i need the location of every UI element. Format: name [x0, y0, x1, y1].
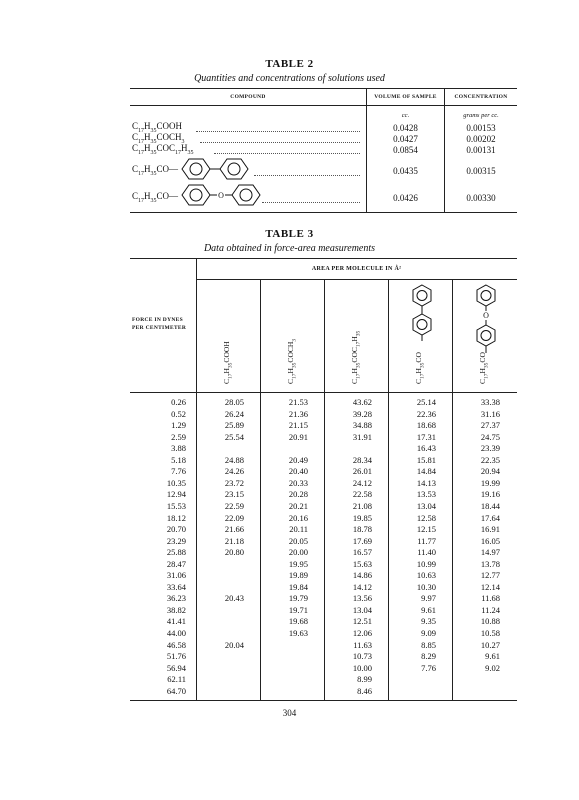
leader-dots — [196, 131, 360, 132]
table3-area-cell: 11.63 — [353, 639, 372, 650]
table2-volume: 0.0854 — [393, 145, 418, 155]
table3-area-cell: 10.88 — [480, 616, 500, 627]
table3-area-cell: 14.97 — [480, 547, 500, 558]
table3-area-cell: 20.16 — [288, 512, 308, 523]
table3-area-cell: 39.28 — [352, 408, 372, 419]
table3-area-cell: 19.84 — [288, 581, 308, 592]
table3-area-cell: 14.86 — [352, 570, 372, 581]
table2-conc: 0.00315 — [466, 166, 496, 176]
table3-area-cell: 22.09 — [224, 512, 244, 523]
table3-area-cell: 10.63 — [416, 570, 436, 581]
table2-header-volume: VOLUME OF SAMPLE — [374, 94, 437, 100]
table3-area-cell: 10.73 — [352, 651, 372, 662]
table3-force-cell: 12.94 — [166, 489, 186, 500]
table3-area-cell: 10.30 — [416, 581, 436, 592]
table2-compound: $C_{17}H_{35}COCH_3$ — [132, 132, 185, 145]
table3-area-cell: 20.80 — [224, 547, 244, 558]
table2-compound: $C_{17}H_{35}COOH$ — [132, 121, 183, 134]
table3-force-cell: 56.94 — [166, 662, 186, 673]
table2-header-compound: COMPOUND — [230, 94, 266, 100]
table3-area-cell: 9.35 — [421, 616, 436, 627]
table3-subtitle: Data obtained in force-area measurements — [203, 243, 376, 254]
table3-area-cell: 10.99 — [416, 558, 436, 569]
table3-area-cell: 19.71 — [288, 604, 308, 615]
table3-area-cell: 9.61 — [421, 604, 436, 615]
table3-area-cell: 28.34 — [352, 454, 372, 465]
table2-header-rule — [130, 105, 517, 106]
table3-area-cell: 20.49 — [288, 454, 308, 465]
table3-area-cell: 20.11 — [289, 524, 308, 535]
table3-area-cell: 25.89 — [224, 420, 244, 431]
table3-force-cell: 46.58 — [166, 639, 186, 650]
table3-area-cell: 20.05 — [288, 535, 308, 546]
table3-force-cell: 7.76 — [171, 466, 186, 477]
table2-unit-volume: cc. — [401, 112, 410, 119]
table3-area-cell: 23.15 — [224, 489, 244, 500]
table3-area-cell: 22.36 — [416, 408, 436, 419]
table3-area-cell: 15.81 — [416, 454, 436, 465]
table3-area-cell: 21.18 — [224, 535, 244, 546]
leader-dots — [262, 202, 360, 203]
table3-area-cell: 13.78 — [480, 558, 500, 569]
table3-area-cell: 24.26 — [224, 466, 244, 477]
table3-area-cell: 27.37 — [480, 420, 500, 431]
table3-col-label: $C_{17}H_{35}COOH$ — [222, 341, 234, 384]
table2-compound: $C_{17}H_{35}COC_{17}H_{35}$ — [132, 143, 194, 156]
table3-force-cell: 44.00 — [166, 628, 186, 638]
table3-force-cell: 2.59 — [171, 431, 186, 442]
table3-area-cell: 15.63 — [352, 558, 372, 569]
table3-force-header-2: PER CENTIMETER — [132, 325, 187, 331]
table2-unit-concentration: grams per cc. — [463, 112, 499, 119]
table3-bottom-rule — [130, 700, 517, 701]
table3-area-cell: 21.66 — [224, 524, 244, 535]
table3-area-cell: 11.24 — [481, 604, 500, 615]
diphenyl-ether-structure-icon — [474, 283, 498, 355]
table3-area-cell: 20.00 — [288, 547, 308, 558]
table2-conc: 0.00131 — [466, 145, 496, 155]
table3-area-cell: 12.06 — [352, 628, 372, 638]
table3-area-cell: 22.59 — [224, 500, 244, 511]
table3-area-rule — [196, 279, 517, 280]
table3-area-cell: 13.56 — [352, 593, 372, 604]
table3-area-cell: 10.58 — [480, 628, 500, 638]
table3-force-cell: 20.70 — [166, 524, 186, 535]
table3-area-cell: 12.14 — [480, 581, 500, 592]
table3-force-cell: 3.88 — [171, 443, 186, 454]
table3-col-label: $C_{17}H_{35}COC_{17}H_{35}$ — [350, 330, 362, 384]
page-number: 304 — [282, 708, 297, 718]
table3-area-cell: 16.57 — [352, 547, 372, 558]
table3-area-cell: 13.53 — [416, 489, 436, 500]
table3-area-cell: 34.88 — [352, 420, 372, 431]
table3-area-cell: 8.85 — [421, 639, 436, 650]
table3-area-cell: 22.58 — [352, 489, 372, 500]
table2-volume: 0.0426 — [393, 193, 418, 203]
table3-area-cell: 19.89 — [288, 570, 308, 581]
table3-area-cell: 33.38 — [480, 397, 500, 407]
table3-area-cell: 21.53 — [288, 397, 308, 407]
table3-area-cell: 17.64 — [480, 512, 500, 523]
table3-area-cell: 17.69 — [352, 535, 372, 546]
table3-area-cell: 20.04 — [224, 639, 244, 650]
table3-area-cell: 8.29 — [421, 651, 436, 662]
table3-area-cell: 8.46 — [357, 685, 372, 696]
table2-conc: 0.00153 — [466, 123, 496, 133]
table2-header-concentration: CONCENTRATION — [454, 94, 508, 100]
table3-force-cell: 15.53 — [166, 500, 186, 511]
table3-area-cell: 11.77 — [417, 535, 436, 546]
table3-col-label: $C_{17}H_{35}CO$ — [414, 352, 426, 384]
table3-area-cell: 31.16 — [480, 408, 500, 419]
table3-area-cell: 11.40 — [417, 547, 436, 558]
table3-top-rule — [130, 258, 517, 259]
table2-top-rule — [130, 88, 517, 89]
table2-bottom-rule — [130, 212, 517, 213]
table3-area-cell: 26.01 — [352, 466, 372, 477]
table3-area-cell: 9.02 — [485, 662, 500, 673]
table3-force-cell: 0.52 — [171, 408, 186, 419]
table3-force-cell: 36.23 — [166, 593, 186, 604]
table3-force-cell: 10.35 — [166, 477, 186, 488]
table3-area-cell: 10.27 — [480, 639, 500, 650]
table3-area-cell: 14.13 — [416, 477, 436, 488]
table3-title: TABLE 3 — [265, 228, 314, 240]
table3-area-cell: 13.04 — [416, 500, 436, 511]
table3-area-cell: 20.43 — [224, 593, 244, 604]
table3-area-cell: 43.62 — [352, 397, 372, 407]
table3-force-cell: 51.76 — [166, 651, 186, 662]
table3-area-cell: 11.68 — [481, 593, 500, 604]
table2-title: TABLE 2 — [265, 58, 314, 70]
table3-area-cell: 16.91 — [480, 524, 500, 535]
table3-force-cell: 5.18 — [171, 454, 186, 465]
table3-area-cell: 14.84 — [416, 466, 436, 477]
table3-area-cell: 16.43 — [416, 443, 436, 454]
table3-area-cell: 12.51 — [352, 616, 372, 627]
table3-area-cell: 12.58 — [416, 512, 436, 523]
table3-area-cell: 9.97 — [421, 593, 436, 604]
table2-conc: 0.00202 — [466, 134, 496, 144]
table3-area-cell: 16.05 — [480, 535, 500, 546]
table3-force-cell: 0.26 — [171, 397, 186, 407]
table3-area-cell: 20.94 — [480, 466, 500, 477]
leader-dots — [254, 175, 360, 176]
table3-area-header: AREA PER MOLECULE IN Å² — [311, 266, 402, 272]
table3-area-cell: 31.91 — [352, 431, 372, 442]
table3-area-cell: 21.15 — [288, 420, 308, 431]
table2-subtitle: Quantities and concentrations of solutions used — [194, 73, 385, 84]
table3-area-cell: 20.33 — [288, 477, 308, 488]
table3-area-cell: 18.68 — [416, 420, 436, 431]
leader-dots — [200, 142, 360, 143]
table3-area-cell: 10.00 — [352, 662, 372, 673]
table3-area-cell: 21.36 — [288, 408, 308, 419]
table3-force-cell: 41.41 — [166, 616, 186, 627]
table2-conc: 0.00330 — [466, 193, 496, 203]
table3-force-cell: 25.88 — [166, 547, 186, 558]
table3-area-cell: 19.95 — [288, 558, 308, 569]
table3-area-cell: 23.39 — [480, 443, 500, 454]
biphenyl-structure-icon — [410, 283, 434, 343]
table3-force-cell: 33.64 — [166, 581, 186, 592]
table3-area-cell: 22.35 — [480, 454, 500, 465]
table3-area-cell: 12.77 — [480, 570, 500, 581]
table3-area-cell: 12.15 — [416, 524, 436, 535]
table3-area-cell: 19.79 — [288, 593, 308, 604]
table3-area-cell: 20.91 — [288, 431, 308, 442]
table3-force-cell: 23.29 — [166, 535, 186, 546]
table3-area-cell: 25.54 — [224, 431, 244, 442]
table3-force-cell: 31.06 — [166, 570, 186, 581]
table3-area-cell: 24.88 — [224, 454, 244, 465]
table3-area-cell: 14.12 — [352, 581, 372, 592]
table3-area-cell: 20.28 — [288, 489, 308, 500]
svg-text:O: O — [218, 191, 224, 200]
table2-volume: 0.0428 — [393, 123, 418, 133]
svg-text:O: O — [483, 311, 489, 320]
table3-col-label: $C_{17}H_{35}CO$ — [478, 352, 490, 384]
table2-volume: 0.0435 — [393, 166, 418, 176]
table3-force-cell: 18.12 — [166, 512, 186, 523]
table3-area-cell: 19.63 — [288, 628, 308, 638]
table3-force-cell: 1.29 — [171, 420, 186, 431]
table3-force-header-1: FORCE IN DYNES — [132, 317, 183, 323]
table3-area-cell: 20.21 — [288, 500, 308, 511]
table3-area-cell: 26.24 — [224, 408, 244, 419]
diphenyl-ether-structure-icon — [176, 182, 276, 208]
table3-area-cell: 24.75 — [480, 431, 500, 442]
table3-force-cell: 38.82 — [166, 604, 186, 615]
table2-volume: 0.0427 — [393, 134, 418, 144]
table3-force-cell: 28.47 — [166, 558, 186, 569]
table3-area-cell: 13.04 — [352, 604, 372, 615]
biphenyl-structure-icon — [176, 156, 268, 182]
table3-area-cell: 28.05 — [224, 397, 244, 407]
table3-area-cell: 18.78 — [352, 524, 372, 535]
leader-dots — [214, 153, 360, 154]
table3-area-cell: 17.31 — [416, 431, 436, 442]
table3-area-cell: 23.72 — [224, 477, 244, 488]
table3-area-cell: 19.68 — [288, 616, 308, 627]
table2-compound: $C_{17}H_{35}CO—$ — [132, 164, 179, 177]
table3-area-cell: 19.16 — [480, 489, 500, 500]
table3-area-cell: 9.09 — [421, 628, 436, 638]
table3-area-cell: 8.99 — [357, 674, 372, 685]
table3-force-cell: 64.70 — [166, 685, 186, 696]
table3-col-label: $C_{17}H_{35}COCH_3$ — [286, 338, 298, 384]
table3-force-cell: 62.11 — [167, 674, 186, 685]
table3-area-cell: 20.40 — [288, 466, 308, 477]
table3-area-cell: 25.14 — [416, 397, 436, 407]
table2-compound: $C_{17}H_{35}CO—$ — [132, 191, 179, 204]
table3-area-cell: 21.08 — [352, 500, 372, 511]
table3-area-cell: 9.61 — [485, 651, 500, 662]
table3-area-cell: 24.12 — [352, 477, 372, 488]
table3-area-cell: 19.99 — [480, 477, 500, 488]
table3-area-cell: 18.44 — [480, 500, 500, 511]
table3-area-cell: 19.85 — [352, 512, 372, 523]
table3-area-cell: 7.76 — [421, 662, 436, 673]
